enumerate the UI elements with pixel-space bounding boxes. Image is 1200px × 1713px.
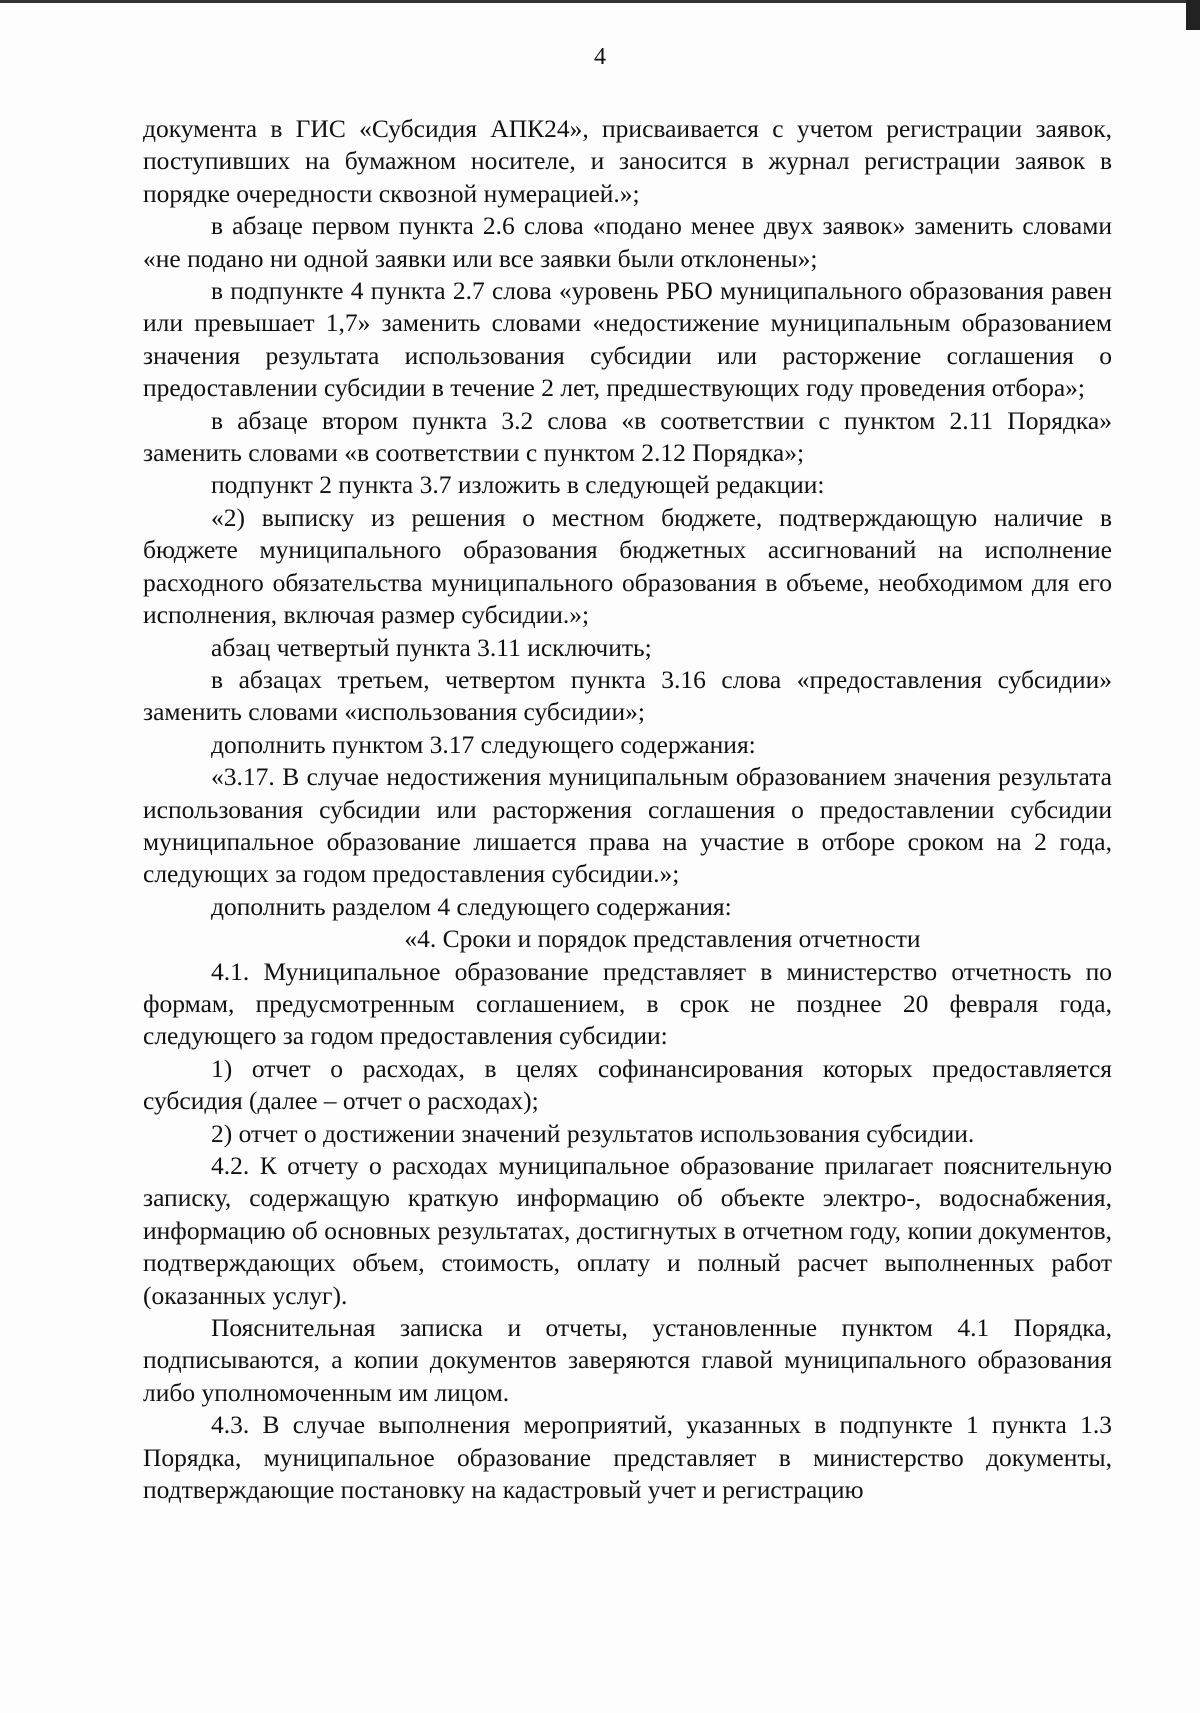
paragraph-4-1: 4.1. Муниципальное образование представляет в министерство отчетность по формам, предусмотренным соглашением, в срок не позднее 20 февраля года, следующего за годом предоставления субсидии: xyxy=(143,956,1112,1051)
scan-top-border xyxy=(0,0,1200,3)
paragraph-amendment-3-7: подпункт 2 пункта 3.7 изложить в следующей редакции: xyxy=(211,470,825,500)
paragraph-4-2: 4.2. К отчету о расходах муниципальное образование прилагает пояснительную записку, содержащую краткую информацию об объекте электро-, водоснабжения, информацию об основных результатах, достигнутых в отчетном году, копии документов, подтверждающих объем, стоимость, оплату и полный расчет выполненных работ (оказанных услуг). xyxy=(143,1151,1112,1310)
paragraph-3-17-text: «3.17. В случае недостижения муниципальным образованием значения результата использования субсидии или расторжения соглашения о предоставлении субсидии муниципальное образование лишается права на участие в отборе сроком на 2 года, следующих за годом предоставления субсидии.»; xyxy=(143,762,1112,889)
paragraph-3-7-new-text: «2) выписку из решения о местном бюджете, подтверждающую наличие в бюджете муниципального образования бюджетных ассигнований на исполнение расходного обязательства муниципального образования в объеме, необходимом для его исполнения, включая размер субсидии.»; xyxy=(143,502,1112,630)
page-number: 4 xyxy=(594,44,606,70)
paragraph-continuation: документа в ГИС «Субсидия АПК24», присваивается с учетом регистрации заявок, поступивших на бумажном носителе, и заносится в журнал регистрации заявок в порядке очередности сквозной нумерацией.»; xyxy=(143,114,1112,208)
paragraph-add-3-17: дополнить пунктом 3.17 следующего содержания: xyxy=(211,729,756,759)
paragraph-amendment-2-7: в подпункте 4 пункта 2.7 слова «уровень РБО муниципального образования равен или превышает 1,7» заменить словами «недостижение муниципальным образованием значения результата использования субсидии или расторжение соглашения о предоставлении субсидии в течение 2 лет, предшествующих году проведения отбора»; xyxy=(143,276,1112,403)
scan-corner-mark xyxy=(1186,0,1200,30)
paragraph-4-3: 4.3. В случае выполнения мероприятий, указанных в подпункте 1 пункта 1.3 Порядка, муниципальное образование представляет в министерство документы, подтверждающие постановку на кадастровый учет и регистрацию xyxy=(143,1410,1112,1505)
paragraph-amendment-3-16: в абзацах третьем, четвертом пункта 3.16 слова «предоставления субсидии» заменить словами «использования субсидии»; xyxy=(143,664,1112,727)
paragraph-4-1-item-2: 2) отчет о достижении значений результатов использования субсидии. xyxy=(211,1118,975,1148)
paragraph-4-1-item-1: 1) отчет о расходах, в целях софинансирования которых предоставляется субсидия (далее – отчет о расходах); xyxy=(143,1053,1112,1116)
paragraph-add-section-4: дополнить разделом 4 следующего содержания: xyxy=(211,891,732,921)
paragraph-amendment-3-11: абзац четвертый пункта 3.11 исключить; xyxy=(211,632,652,662)
paragraph-amendment-3-2: в абзаце втором пункта 3.2 слова «в соответствии с пунктом 2.11 Порядка» заменить словами «в соответствии с пунктом 2.12 Порядка»; xyxy=(143,405,1112,468)
document-body xyxy=(143,113,1112,1506)
paragraph-amendment-2-6: в абзаце первом пункта 2.6 слова «подано менее двух заявок» заменить словами «не подано ни одной заявки или все заявки были отклонены»; xyxy=(143,211,1112,273)
section-4-heading: «4. Сроки и порядок представления отчетности xyxy=(404,924,921,954)
paragraph-explanatory-note: Пояснительная записка и отчеты, установленные пунктом 4.1 Порядка, подписываются, а копии документов заверяются главой муниципального образования либо уполномоченным им лицом. xyxy=(143,1313,1112,1407)
